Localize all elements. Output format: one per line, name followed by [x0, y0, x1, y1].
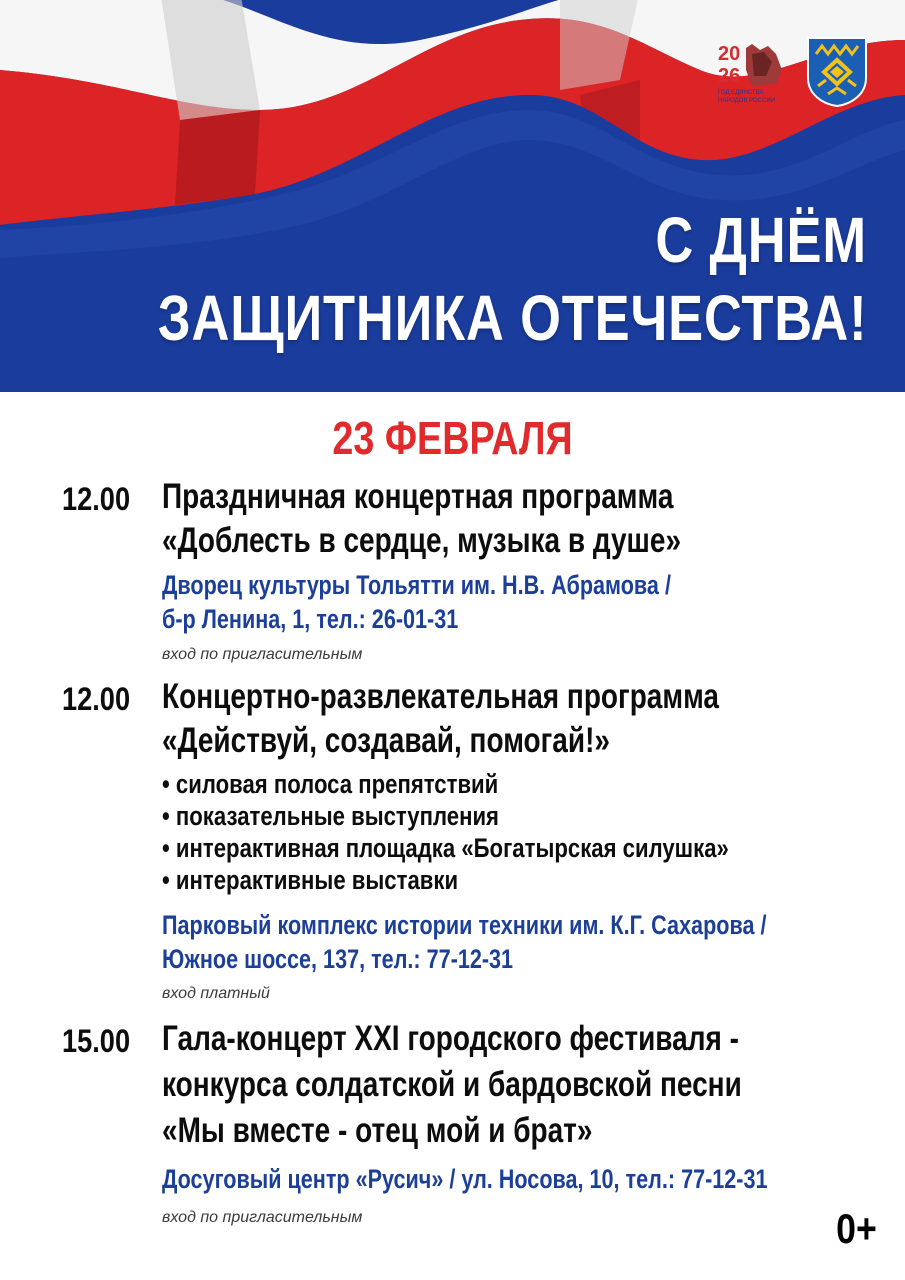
logo-year-caption2: НАРОДОВ РОССИИ	[718, 98, 775, 104]
tolyatti-city-emblem	[804, 34, 870, 108]
title-line-2: ЗАЩИТНИКА ОТЕЧЕСТВА!	[157, 282, 867, 354]
event-3-title-line-1: Гала-концерт XXI городского фестиваля -	[162, 1019, 739, 1058]
event-1-place-line-2: б-р Ленина, 1, тел.: 26-01-31	[162, 604, 459, 634]
event-3-title-line-2: конкурса солдатской и бардовской песни	[162, 1065, 742, 1104]
event-2-title-line-1: Концертно-развлекательная программа	[162, 677, 720, 716]
list-item: • силовая полоса препятствий	[162, 768, 729, 800]
year-of-unity-logo	[716, 40, 790, 104]
logo-year-top: 20	[718, 43, 741, 65]
logo-year-caption1: ГОД ЕДИНСТВА	[718, 90, 764, 96]
event-3-place-line-1: Досуговый центр «Русич» / ул. Носова, 10, тел.: 77-12-31	[162, 1164, 768, 1194]
event-3-title-line-3: «Мы вместе - отец мой и брат»	[162, 1111, 593, 1150]
event-2-title-line-2: «Действуй, создавай, помогай!»	[162, 721, 610, 760]
list-item: • интерактивная площадка «Богатырская силушка»	[162, 832, 729, 864]
event-2-place-line-2: Южное шоссе, 137, тел.: 77-12-31	[162, 944, 514, 974]
event-1-title-line-1: Праздничная концертная программа	[162, 477, 674, 516]
header-banner	[0, 0, 905, 392]
event-2-time: 12.00	[62, 681, 131, 717]
event-1-time: 12.00	[62, 481, 131, 517]
list-item: • интерактивные выставки	[162, 864, 729, 896]
event-2-entry: вход платный	[162, 985, 270, 1002]
event-1-title-line-2: «Доблесть в сердце, музыка в душе»	[162, 521, 682, 560]
event-1-entry: вход по пригласительным	[162, 646, 363, 663]
event-2-place-line-1: Парковый комплекс истории техники им. К.Г. Сахарова /	[162, 910, 767, 940]
event-3-entry: вход по пригласительным	[162, 1209, 363, 1226]
event-date: 23 ФЕВРАЛЯ	[332, 412, 573, 464]
event-3-time: 15.00	[62, 1023, 131, 1059]
title-line-1: С ДНЁМ	[655, 204, 867, 276]
event-1-place-line-1: Дворец культуры Тольятти им. Н.В. Абрамова /	[162, 570, 671, 600]
event-2-activities-list	[162, 768, 729, 896]
list-item: • показательные выступления	[162, 800, 729, 832]
logo-year-bottom: 26	[718, 65, 741, 87]
age-rating-badge: 0+	[836, 1205, 877, 1252]
